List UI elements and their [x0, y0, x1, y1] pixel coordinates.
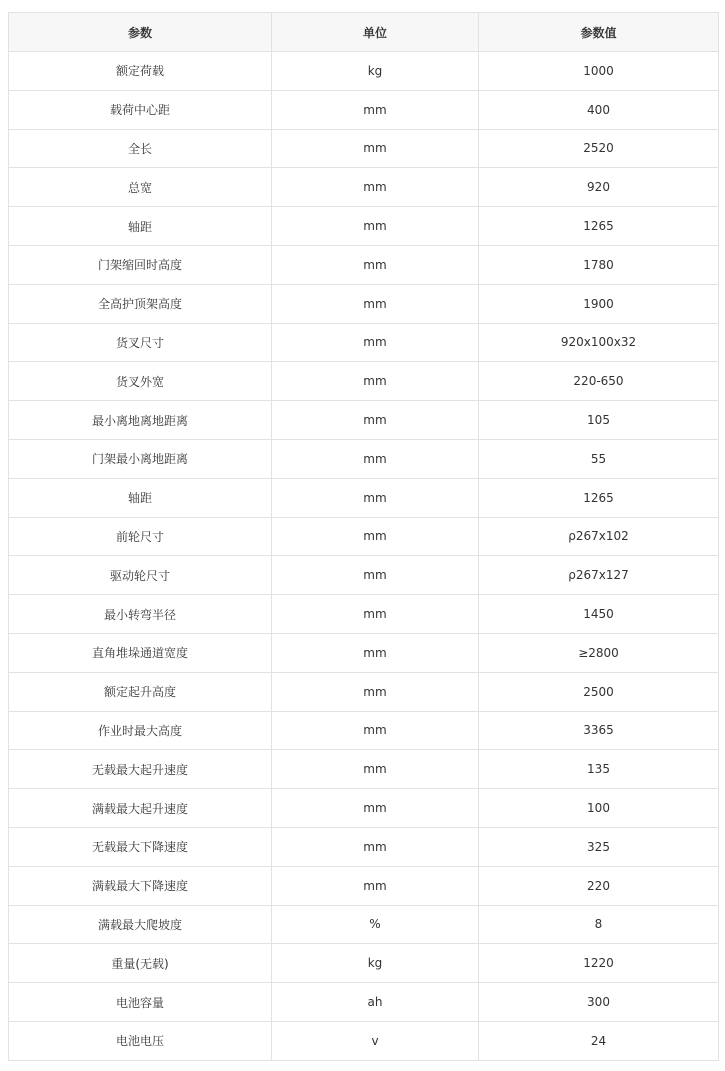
cell-param: 满载最大起升速度	[9, 789, 272, 828]
header-unit: 单位	[272, 13, 479, 52]
cell-value: ρ267x102	[479, 517, 719, 556]
table-row	[9, 595, 719, 634]
cell-value: 220	[479, 866, 719, 905]
cell-value: 105	[479, 401, 719, 440]
table-row	[9, 478, 719, 517]
cell-unit: kg	[272, 52, 479, 91]
cell-param: 额定荷载	[9, 52, 272, 91]
table-row	[9, 323, 719, 362]
table-row	[9, 439, 719, 478]
cell-unit: mm	[272, 478, 479, 517]
cell-param: 货叉外宽	[9, 362, 272, 401]
cell-unit: mm	[272, 672, 479, 711]
cell-value: 1265	[479, 207, 719, 246]
cell-unit: mm	[272, 284, 479, 323]
cell-unit: mm	[272, 129, 479, 168]
cell-param: 全高护顶架高度	[9, 284, 272, 323]
table-row	[9, 401, 719, 440]
cell-value: 920	[479, 168, 719, 207]
cell-unit: mm	[272, 168, 479, 207]
spec-table-body	[9, 52, 719, 1061]
table-row	[9, 362, 719, 401]
cell-value: 325	[479, 827, 719, 866]
cell-param: 作业时最大高度	[9, 711, 272, 750]
cell-value: 920x100x32	[479, 323, 719, 362]
cell-unit: mm	[272, 207, 479, 246]
table-row	[9, 983, 719, 1022]
cell-unit: mm	[272, 517, 479, 556]
cell-unit: mm	[272, 401, 479, 440]
table-row	[9, 129, 719, 168]
cell-value: 55	[479, 439, 719, 478]
cell-unit: ah	[272, 983, 479, 1022]
cell-param: 电池容量	[9, 983, 272, 1022]
cell-unit: %	[272, 905, 479, 944]
cell-value: 8	[479, 905, 719, 944]
cell-unit: mm	[272, 633, 479, 672]
cell-unit: mm	[272, 827, 479, 866]
table-row	[9, 207, 719, 246]
cell-value: 1900	[479, 284, 719, 323]
table-row	[9, 905, 719, 944]
table-row	[9, 556, 719, 595]
cell-value: 300	[479, 983, 719, 1022]
cell-value: 400	[479, 90, 719, 129]
cell-param: 门架缩回时高度	[9, 245, 272, 284]
cell-unit: mm	[272, 789, 479, 828]
cell-value: 24	[479, 1021, 719, 1060]
cell-value: 1000	[479, 52, 719, 91]
cell-value: 1265	[479, 478, 719, 517]
cell-param: 轴距	[9, 478, 272, 517]
cell-param: 重量(无载)	[9, 944, 272, 983]
cell-unit: kg	[272, 944, 479, 983]
table-row	[9, 245, 719, 284]
cell-param: 满载最大下降速度	[9, 866, 272, 905]
table-row	[9, 517, 719, 556]
spec-table-header	[9, 13, 719, 52]
spec-table	[8, 12, 719, 1061]
cell-value: 1220	[479, 944, 719, 983]
cell-unit: mm	[272, 750, 479, 789]
table-row	[9, 750, 719, 789]
cell-unit: mm	[272, 323, 479, 362]
cell-value: 1780	[479, 245, 719, 284]
table-row	[9, 672, 719, 711]
table-row	[9, 633, 719, 672]
table-row	[9, 1021, 719, 1060]
table-row	[9, 827, 719, 866]
table-row	[9, 789, 719, 828]
cell-value: 3365	[479, 711, 719, 750]
cell-param: 总宽	[9, 168, 272, 207]
cell-value: 135	[479, 750, 719, 789]
table-row	[9, 284, 719, 323]
table-row	[9, 90, 719, 129]
cell-value: 2500	[479, 672, 719, 711]
table-row	[9, 944, 719, 983]
cell-unit: mm	[272, 90, 479, 129]
cell-unit: mm	[272, 439, 479, 478]
cell-value: 100	[479, 789, 719, 828]
table-row	[9, 866, 719, 905]
cell-param: 前轮尺寸	[9, 517, 272, 556]
cell-unit: mm	[272, 866, 479, 905]
table-row	[9, 52, 719, 91]
spec-table-container	[8, 12, 718, 1061]
cell-unit: mm	[272, 556, 479, 595]
cell-param: 额定起升高度	[9, 672, 272, 711]
header-row	[9, 13, 719, 52]
cell-param: 载荷中心距	[9, 90, 272, 129]
cell-param: 货叉尺寸	[9, 323, 272, 362]
table-row	[9, 168, 719, 207]
cell-param: 门架最小离地距离	[9, 439, 272, 478]
cell-param: 全长	[9, 129, 272, 168]
cell-unit: mm	[272, 245, 479, 284]
cell-param: 最小离地离地距离	[9, 401, 272, 440]
cell-value: 1450	[479, 595, 719, 634]
cell-param: 无载最大起升速度	[9, 750, 272, 789]
header-value: 参数值	[479, 13, 719, 52]
cell-param: 满载最大爬坡度	[9, 905, 272, 944]
cell-unit: mm	[272, 362, 479, 401]
cell-param: 无载最大下降速度	[9, 827, 272, 866]
cell-param: 电池电压	[9, 1021, 272, 1060]
cell-value: 2520	[479, 129, 719, 168]
cell-unit: mm	[272, 711, 479, 750]
cell-param: 最小转弯半径	[9, 595, 272, 634]
cell-param: 驱动轮尺寸	[9, 556, 272, 595]
cell-value: 220-650	[479, 362, 719, 401]
cell-unit: v	[272, 1021, 479, 1060]
cell-param: 直角堆垛通道宽度	[9, 633, 272, 672]
header-param: 参数	[9, 13, 272, 52]
table-row	[9, 711, 719, 750]
cell-value: ρ267x127	[479, 556, 719, 595]
cell-param: 轴距	[9, 207, 272, 246]
cell-value: ≥2800	[479, 633, 719, 672]
cell-unit: mm	[272, 595, 479, 634]
